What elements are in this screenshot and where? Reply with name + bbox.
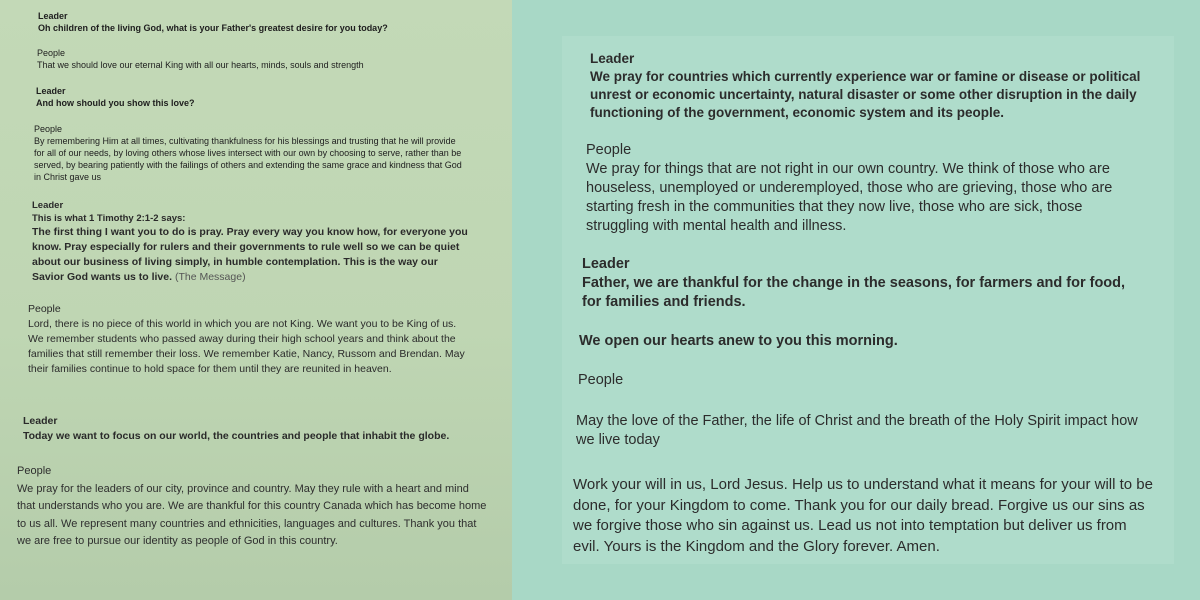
litany-text: Lord, there is no piece of this world in which you are not King. We want you to be King of us. We remember students who passed away during their high school years and think about the families that still remember their loss. We remember Katie, Nancy, Russom and Brendan. May their families continue to hold space for them until they are reunited in heaven.: [28, 318, 465, 375]
speaker-label: Leader: [38, 11, 68, 21]
litany-text: And how should you show this love?: [36, 98, 195, 108]
litany-block-14: [576, 412, 1152, 450]
litany-text: Father, we are thankful for the change in the seasons, for farmers and for food, for families and friends.: [582, 275, 1126, 310]
speaker-label: People: [586, 142, 632, 158]
speaker-label: People: [28, 303, 61, 315]
litany-block-9: [590, 50, 1150, 122]
scripture-intro: This is what 1 Timothy 2:1-2 says:: [32, 213, 186, 224]
speaker-label: Leader: [590, 51, 635, 66]
litany-block-12: [579, 332, 1139, 351]
speaker-label: People: [578, 372, 624, 388]
speaker-label: Leader: [582, 256, 630, 272]
litany-block-2: [37, 47, 457, 71]
litany-text: Today we want to focus on our world, the countries and people that inhabit the globe.: [23, 430, 450, 442]
scripture-source: (The Message): [172, 271, 246, 283]
litany-block-6: [28, 302, 474, 377]
litany-text: May the love of the Father, the life of Christ and the breath of the Holy Spirit impact how we live today: [576, 413, 1138, 448]
litany-text: We pray for things that are not right in our own country. We think of those who are houseless, unemployed or underemployed, those who are grieving, those who are starting fresh in the communities that they now live, those who are sick, those struggling with mental health and illness.: [586, 161, 1113, 234]
speaker-label: People: [34, 124, 63, 134]
litany-text: That we should love our eternal King with all our hearts, minds, souls and strength: [37, 60, 364, 70]
right-page: [512, 0, 1200, 600]
litany-block-8: [17, 463, 489, 551]
litany-block-11: [582, 255, 1142, 312]
speaker-label: People: [17, 465, 52, 477]
litany-block-15: [573, 475, 1153, 557]
litany-block-7: [23, 414, 493, 444]
speaker-label: People: [37, 48, 66, 58]
speaker-label: Leader: [23, 415, 58, 427]
scripture-text: The first thing I want you to do is pray. Pray every way you know how, for everyone you know. Pray especially for rulers and their governments to rule well so we can be quiet about our business of living simply, in humble contemplation. This is the way our Savior God wants us to live.: [32, 226, 468, 283]
closing-prayer: Work your will in us, Lord Jesus. Help us to understand what it means for your will to be done, for your Kingdom to come. Thank you for our daily bread. Forgive us our sins as we forgive those who sin against us. Lead us not into temptation but deliver us from evil. Yours is the Kingdom and the Glory forever. Amen.: [573, 476, 1153, 555]
litany-text: We open our hearts anew to you this morning.: [579, 333, 898, 349]
litany-block-10: [586, 141, 1134, 236]
litany-block-4: [34, 123, 466, 183]
litany-text: Oh children of the living God, what is your Father's greatest desire for you today?: [38, 23, 388, 33]
litany-block-5: [32, 199, 472, 285]
left-page: [0, 0, 512, 600]
litany-text: We pray for the leaders of our city, province and country. May they rule with a heart and mind that understands who you are. We are thankful for this country Canada which has become home to us all. We represent many countries and ethnicities, languages and cultures. Thank you that we are free to pursue our identity as people of God in this country.: [17, 482, 487, 547]
litany-block-13: [578, 371, 1138, 390]
litany-text: We pray for countries which currently experience war or famine or disease or political unrest or economic uncertainty, natural disaster or some other disruption in the daily functioning of the government, economic system and its people.: [590, 69, 1141, 120]
litany-block-3: [36, 85, 456, 109]
scripture-quote: [32, 225, 472, 285]
litany-text: By remembering Him at all times, cultivating thankfulness for his blessings and trusting that he will provide for all of our needs, by loving others whose lives intersect with our own by choosing to serve, rather than be served, by bearing patiently with the failings of others and extending the same grace and kindness that God in Christ gave us: [34, 136, 462, 182]
speaker-label: Leader: [36, 86, 66, 96]
litany-block-1: [38, 10, 458, 34]
speaker-label: Leader: [32, 200, 64, 211]
